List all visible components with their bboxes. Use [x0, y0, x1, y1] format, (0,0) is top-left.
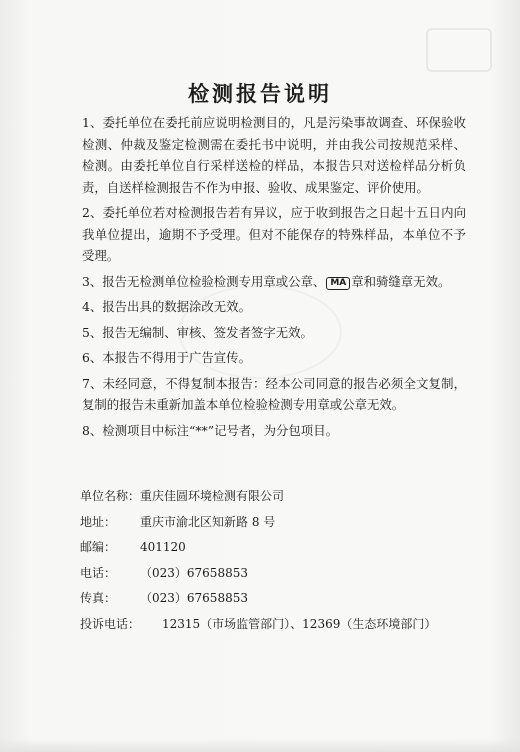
note-item-2: 2、委托单位若对检测报告若有异议，应于收到报告之日起十五日内向我单位提出，逾期不予受理。但对不能保存的特殊样品，本单位不予受理。 — [82, 205, 466, 263]
contact-row-unit — [80, 484, 480, 510]
note-item-7: 7、未经同意，不得复制本报告：经本公司同意的报告必须全文复制，复制的报告未重新加盖本单位检验检测专用章或公章无效。 — [82, 375, 466, 412]
fax-label: 传真： — [80, 591, 117, 605]
postcode-value: 401120 — [140, 540, 186, 554]
contact-block — [80, 484, 480, 637]
address-value: 重庆市渝北区知新路 8 号 — [140, 514, 276, 529]
complaint-value: 12315（市场监管部门）、12369（生态环境部门） — [162, 616, 437, 631]
page-bottom-edge — [0, 738, 520, 752]
unit-label: 单位名称： — [80, 489, 141, 503]
phone-value: （023）67658853 — [140, 565, 248, 580]
contact-row-fax — [80, 586, 480, 612]
note-item-3-text-end: 章和骑缝章无效。 — [351, 273, 451, 289]
note-item-5: 5、报告无编制、审核、签发者签字无效。 — [82, 324, 313, 340]
contact-row-phone — [80, 561, 480, 587]
phone-label: 电话： — [80, 565, 117, 580]
note-item-8: 8、检测项目中标注“**”记号者，为分包项目。 — [82, 422, 338, 438]
cma-badge: MA — [326, 277, 350, 290]
note-item-3 — [82, 271, 466, 293]
unit-value: 重庆佳圆环境检测有限公司 — [140, 489, 285, 503]
note-item-3-text-start: 3、报告无检测单位检验检测专用章或公章、 — [82, 273, 326, 289]
address-label: 地址： — [80, 514, 117, 529]
contact-row-complaint — [80, 612, 480, 638]
contact-row-address — [80, 510, 480, 536]
notes-list — [82, 112, 466, 445]
fax-value: （023）67658853 — [140, 591, 248, 605]
note-item-1: 1、委托单位在委托前应说明检测目的，凡是污染事故调查、环保验收检测、仲裁及鉴定检测需在委托书中说明，并由我公司按规范采样、检测。由委托单位自行采样送检的样品，本报告只对送检样品分析负责，自送样检测报告不作为申报、验收、成果鉴定、评价使用。 — [82, 115, 466, 195]
postcode-label: 邮编： — [80, 540, 117, 554]
faint-cma-stamp — [426, 28, 492, 72]
complaint-label: 投诉电话： — [80, 616, 141, 631]
note-item-6: 6、本报告不得用于广告宣传。 — [82, 350, 251, 365]
contact-row-postcode — [80, 535, 480, 561]
note-item-4: 4、报告出具的数据涂改无效。 — [82, 299, 251, 314]
page-title: 检测报告说明 — [188, 81, 332, 106]
